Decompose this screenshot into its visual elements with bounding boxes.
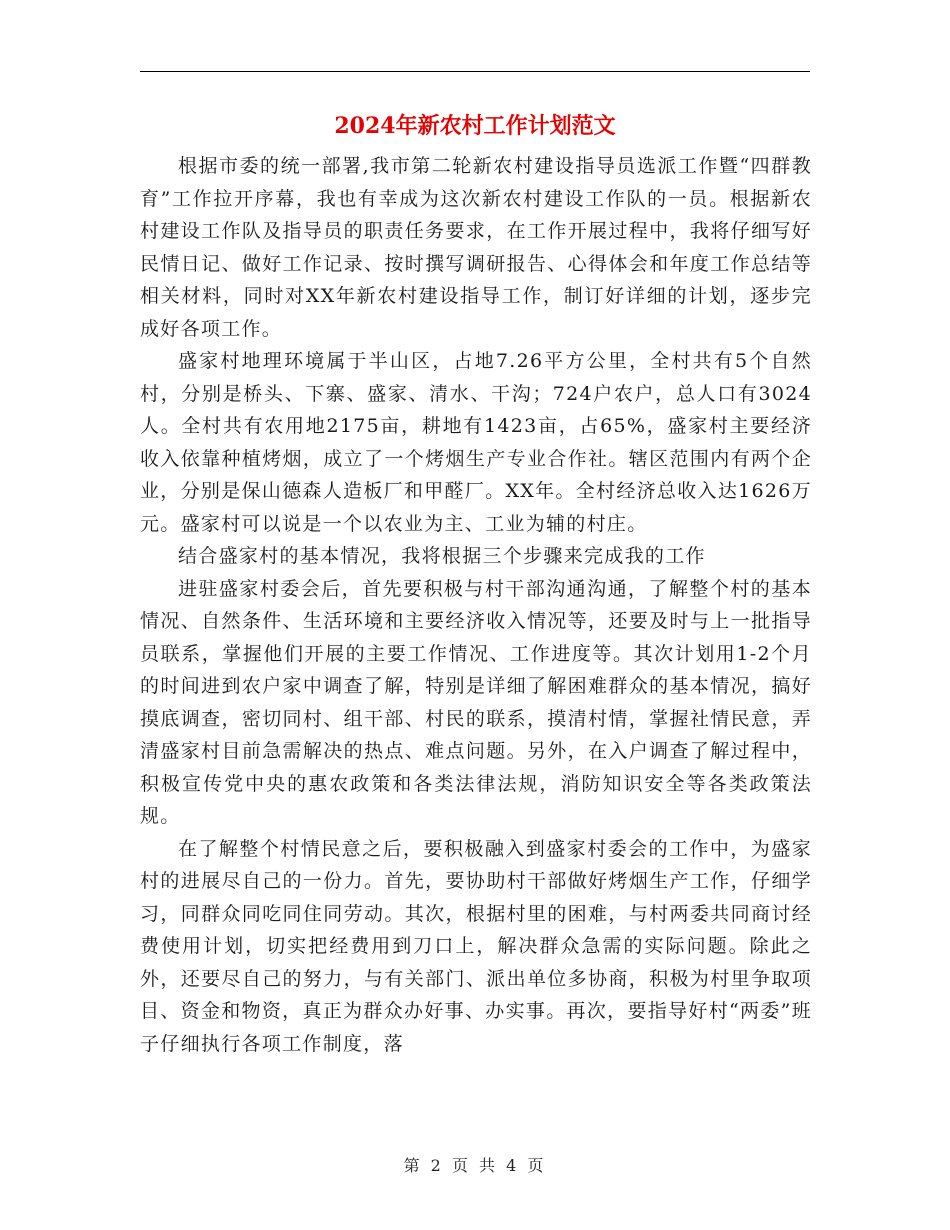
paragraph-3: 结合盛家村的基本情况，我将根据三个步骤来完成我的工作: [178, 545, 706, 567]
paragraph-4: 进驻盛家村委会后，首先要积极与村干部沟通沟通，了解整个村的基本情况、自然条件、生活环境和主要经济收入情况等，还要及时与上一批指导员联系，掌握他们开展的主要工作情况、工作进度等。其次计划用1-2个月的时间进到农户家中调查了解，特别是详细了解困难群众的基本情况，搞好摸底调查，密切同村、组干部、村民的联系，摸清村情，掌握社情民意，弄清盛家村目前急需解决的热点、难点问题。另外，在入户调查了解过程中，积极宣传党中央的惠农政策和各类法律法规，消防知识安全等各类政策法规。: [140, 577, 812, 827]
paragraph-5: 在了解整个村情民意之后，要积极融入到盛家村委会的工作中，为盛家村的进展尽自己的一份力。首先，要协助村干部做好烤烟生产工作，仔细学习，同群众同吃同住同劳动。其次，根据村里的困难，与村两委共同商讨经费使用计划，切实把经费用到刀口上，解决群众急需的实际问题。除此之外，还要尽自己的努力，与有关部门、派出单位多协商，积极为村里争取项目、资金和物资，真正为群众办好事、办实事。再次，要指导好村“两委”班子仔细执行各项工作制度，落: [140, 837, 812, 1055]
document-title: 2024年新农村工作计划范文: [334, 113, 616, 139]
header-rule: [140, 71, 810, 72]
paragraph-1: 根据市委的统一部署,我市第二轮新农村建设指导员选派工作暨“四群教育”工作拉开序幕，我也有幸成为这次新农村建设工作队的一员。根据新农村建设工作队及指导员的职责任务要求，在工作开展过程中，我将仔细写好民情日记、做好工作记录、按时撰写调研报告、心得体会和年度工作总结等相关材料，同时对XX年新农村建设指导工作，制订好详细的计划，逐步完成好各项工作。: [140, 155, 812, 340]
paragraph-2: 盛家村地理环境属于半山区，占地7.26平方公里，全村共有5个自然村，分别是桥头、下寨、盛家、清水、干沟；724户农户，总人口有3024人。全村共有农用地2175亩，耕地有1423亩，占65%，盛家村主要经济收入依靠种植烤烟，成立了一个烤烟生产专业合作社。辖区范围内有两个企业，分别是保山德森人造板厂和甲醛厂。XX年。全村经济总收入达1626万元。盛家村可以说是一个以农业为主、工业为辅的村庄。: [140, 350, 812, 535]
document-body: [140, 150, 812, 1060]
page-number-footer: 第 2 页 共 4 页: [403, 1156, 547, 1175]
